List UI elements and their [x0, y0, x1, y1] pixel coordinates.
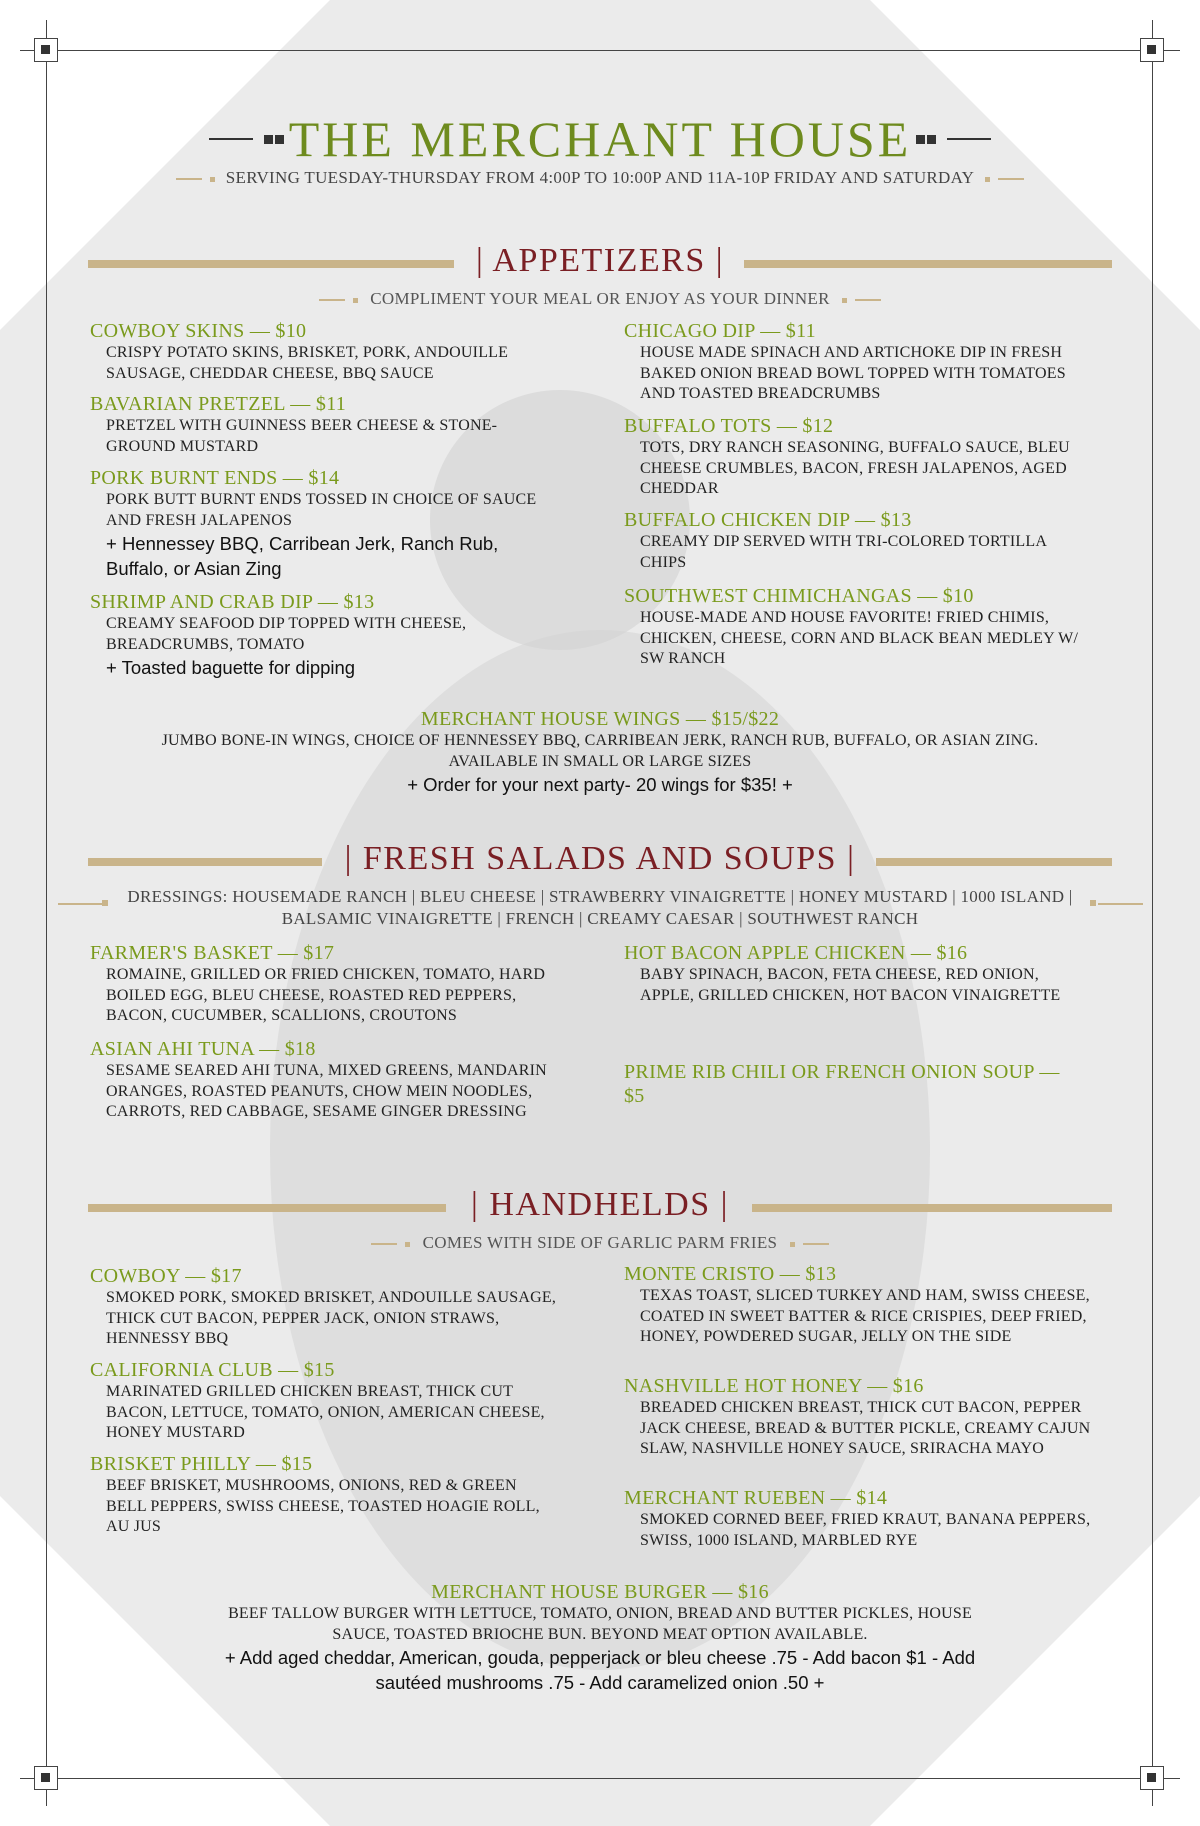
item-name: ASIAN AHI TUNA — $18: [90, 1038, 316, 1060]
item-description: CRISPY POTATO SKINS, BRISKET, PORK, ANDOUILLE SAUSAGE, CHEDDAR CHEESE, BBQ SAUCE: [106, 344, 509, 382]
dressings-left-square: [102, 900, 108, 906]
item-description: BREADED CHICKEN BREAST, THICK CUT BACON, PEPPER JACK CHEESE, BREAD & BUTTER PICKLE, CREAMY CAJUN SLAW, NASHVILLE HONEY SAUCE, SRIRACHA MAYO: [640, 1399, 1091, 1457]
menu-item: [624, 1060, 1084, 1108]
item-description: HOUSE-MADE AND HOUSE FAVORITE! FRIED CHIMIS, CHICKEN, CHEESE, CORN AND BLACK BEAN MEDLEY W/ SW RANCH: [640, 609, 1079, 667]
appetizers-subheading-text: COMPLIMENT YOUR MEAL OR ENJOY AS YOUR DINNER: [370, 289, 830, 308]
dressings-right-square: [1090, 900, 1096, 906]
item-name: SHRIMP AND CRAB DIP — $13: [90, 591, 375, 613]
sub-right-square: [790, 1242, 795, 1247]
header: [0, 110, 1200, 168]
menu-item: [90, 392, 560, 457]
menu-item: [624, 1374, 1094, 1460]
subtitle-left-square: [210, 177, 215, 182]
item-name: BRISKET PHILLY — $15: [90, 1453, 313, 1475]
item-add-on: + Add aged cheddar, American, gouda, pepperjack or bleu cheese .75 - Add bacon $1 - Add sautéed mushrooms .75 - Add caramelized onion .50 +: [224, 1647, 976, 1693]
item-description: MARINATED GRILLED CHICKEN BREAST, THICK CUT BACON, LETTUCE, TOMATO, ONION, AMERICAN CHEESE, HONEY MUSTARD: [106, 1383, 545, 1441]
item-name: PORK BURNT ENDS — $14: [90, 467, 340, 489]
sub-left-square: [353, 298, 358, 303]
handhelds-subheading-text: COMES WITH SIDE OF GARLIC PARM FRIES: [422, 1233, 778, 1252]
item-description: JUMBO BONE-IN WINGS, CHOICE OF HENNESSEY BBQ, CARRIBEAN JERK, RANCH RUB, BUFFALO, OR ASIAN ZING. AVAILABLE IN SMALL OR LARGE SIZES: [161, 732, 1039, 770]
item-add-on: + Toasted baguette for dipping: [106, 657, 356, 678]
menu-item: [90, 1264, 560, 1350]
item-description: BEEF BRISKET, MUSHROOMS, ONIONS, RED & GREEN BELL PEPPERS, SWISS CHEESE, TOASTED HOAGIE ROLL, AU JUS: [106, 1477, 540, 1535]
wings-item: [110, 707, 1090, 797]
title-right-rule: [947, 138, 991, 140]
item-name: MERCHANT HOUSE BURGER — $16: [431, 1581, 769, 1603]
subtitle-right-dash: [998, 178, 1024, 180]
menu-item: [90, 590, 560, 680]
subtitle-left-dash: [176, 178, 202, 180]
item-description: SMOKED CORNED BEEF, FRIED KRAUT, BANANA PEPPERS, SWISS, 1000 ISLAND, MARBLED RYE: [640, 1511, 1091, 1549]
menu-item: [624, 1262, 1094, 1348]
item-name: BUFFALO CHICKEN DIP — $13: [624, 509, 912, 531]
dressings-right-dash: [1098, 903, 1143, 905]
page-title: THE MERCHANT HOUSE: [288, 111, 912, 167]
item-add-on: + Order for your next party- 20 wings for $35! +: [407, 774, 793, 795]
handhelds-subheading: [0, 1233, 1200, 1253]
item-name: FARMER'S BASKET — $17: [90, 942, 335, 964]
item-description: SMOKED PORK, SMOKED BRISKET, ANDOUILLE SAUSAGE, THICK CUT BACON, PEPPER JACK, ONION STRAWS, HENNESSY BBQ: [106, 1289, 557, 1347]
menu-item: [90, 1452, 560, 1538]
item-description: TEXAS TOAST, SLICED TURKEY AND HAM, SWISS CHEESE, COATED IN SWEET BATTER & RICE CRISPIES, DEEP FRIED, HONEY, POWDERED SUGAR, JELLY ON THE SIDE: [640, 1287, 1090, 1345]
sub-right-dash: [803, 1243, 829, 1245]
item-name: MERCHANT RUEBEN — $14: [624, 1487, 888, 1509]
item-name: CALIFORNIA CLUB — $15: [90, 1359, 335, 1381]
menu-item: [90, 1358, 560, 1444]
item-description: HOUSE MADE SPINACH AND ARTICHOKE DIP IN FRESH BAKED ONION BREAD BOWL TOPPED WITH TOMATOES AND TOASTED BREADCRUMBS: [640, 344, 1066, 402]
item-name: BAVARIAN PRETZEL — $11: [90, 393, 347, 415]
appetizers-header: [88, 242, 1112, 286]
handhelds-heading: | HANDHELDS |: [471, 1186, 729, 1223]
title-left-square-1: [264, 135, 273, 144]
item-description: BEEF TALLOW BURGER WITH LETTUCE, TOMATO, ONION, BREAD AND BUTTER PICKLES, HOUSE SAUCE, TOASTED BRIOCHE BUN. BEYOND MEAT OPTION AVAILABLE.: [228, 1605, 972, 1643]
title-right-square-2: [927, 135, 936, 144]
sub-left-dash: [371, 1243, 397, 1245]
item-description: CREAMY SEAFOOD DIP TOPPED WITH CHEESE, BREADCRUMBS, TOMATO: [106, 615, 467, 653]
menu-item: [624, 414, 1094, 500]
item-name: BUFFALO TOTS — $12: [624, 415, 834, 437]
menu-item: [90, 941, 560, 1027]
item-add-on: + Hennessey BBQ, Carribean Jerk, Ranch Rub, Buffalo, or Asian Zing: [106, 533, 499, 579]
item-description: TOTS, DRY RANCH SEASONING, BUFFALO SAUCE, BLEU CHEESE CRUMBLES, BACON, FRESH JALAPENOS, AGED CHEDDAR: [640, 439, 1070, 497]
item-description: CREAMY DIP SERVED WITH TRI-COLORED TORTILLA CHIPS: [640, 533, 1047, 571]
sub-right-dash: [855, 299, 881, 301]
item-description: ROMAINE, GRILLED OR FRIED CHICKEN, TOMATO, HARD BOILED EGG, BLEU CHEESE, ROASTED RED PEPPERS, BACON, CUCUMBER, SCALLIONS, CROUTONS: [106, 966, 546, 1024]
salads-header: [88, 840, 1112, 884]
handhelds-header: [88, 1186, 1112, 1230]
sub-right-square: [842, 298, 847, 303]
item-name: MERCHANT HOUSE WINGS — $15/$22: [420, 708, 780, 730]
appetizers-heading: | APPETIZERS |: [475, 242, 725, 279]
item-name: HOT BACON APPLE CHICKEN — $16: [624, 942, 968, 964]
sub-left-dash: [319, 299, 345, 301]
sub-left-square: [405, 1242, 410, 1247]
subtitle-right-square: [985, 177, 990, 182]
menu-item: [624, 1486, 1094, 1551]
title-left-rule: [209, 138, 253, 140]
hours-text: SERVING TUESDAY-THURSDAY FROM 4:00P TO 10:00P AND 11A-10P FRIDAY AND SATURDAY: [225, 168, 975, 187]
item-description: SESAME SEARED AHI TUNA, MIXED GREENS, MANDARIN ORANGES, ROASTED PEANUTS, CHOW MEIN NOODLES, CARROTS, RED CABBAGE, SESAME GINGER DRESSING: [106, 1062, 547, 1120]
menu-item: [90, 466, 560, 581]
burger-item: [110, 1580, 1090, 1695]
appetizers-subheading: [0, 289, 1200, 309]
item-name: MONTE CRISTO — $13: [624, 1263, 837, 1285]
title-right-square-1: [916, 135, 925, 144]
dressings-left-dash: [58, 903, 103, 905]
item-description: PORK BUTT BURNT ENDS TOSSED IN CHOICE OF SAUCE AND FRESH JALAPENOS: [106, 491, 537, 529]
item-description: PRETZEL WITH GUINNESS BEER CHEESE & STONE-GROUND MUSTARD: [106, 417, 498, 455]
item-name: NASHVILLE HOT HONEY — $16: [624, 1375, 924, 1397]
salads-heading: | FRESH SALADS AND SOUPS |: [344, 840, 856, 877]
item-name: PRIME RIB CHILI OR FRENCH ONION SOUP — $5: [624, 1061, 1060, 1107]
menu-item: [624, 941, 1094, 1006]
menu-item: [90, 319, 560, 384]
menu-item: [90, 1037, 560, 1123]
menu-item: [624, 319, 1094, 405]
item-name: COWBOY SKINS — $10: [90, 320, 307, 342]
title-left-square-2: [275, 135, 284, 144]
item-description: BABY SPINACH, BACON, FETA CHEESE, RED ONION, APPLE, GRILLED CHICKEN, HOT BACON VINAIGRETTE: [640, 966, 1061, 1004]
dressings-list: DRESSINGS: HOUSEMADE RANCH | BLEU CHEESE | STRAWBERRY VINAIGRETTE | HONEY MUSTARD | 1000 ISLAND | BALSAMIC VINAIGRETTE | FRENCH | CREAMY CAESAR | SOUTHWEST RANCH: [127, 887, 1073, 928]
menu-item: [624, 584, 1094, 670]
item-name: SOUTHWEST CHIMICHANGAS — $10: [624, 585, 974, 607]
hours-line: [0, 168, 1200, 188]
menu-item: [624, 508, 1094, 573]
item-name: CHICAGO DIP — $11: [624, 320, 816, 342]
item-name: COWBOY — $17: [90, 1265, 242, 1287]
